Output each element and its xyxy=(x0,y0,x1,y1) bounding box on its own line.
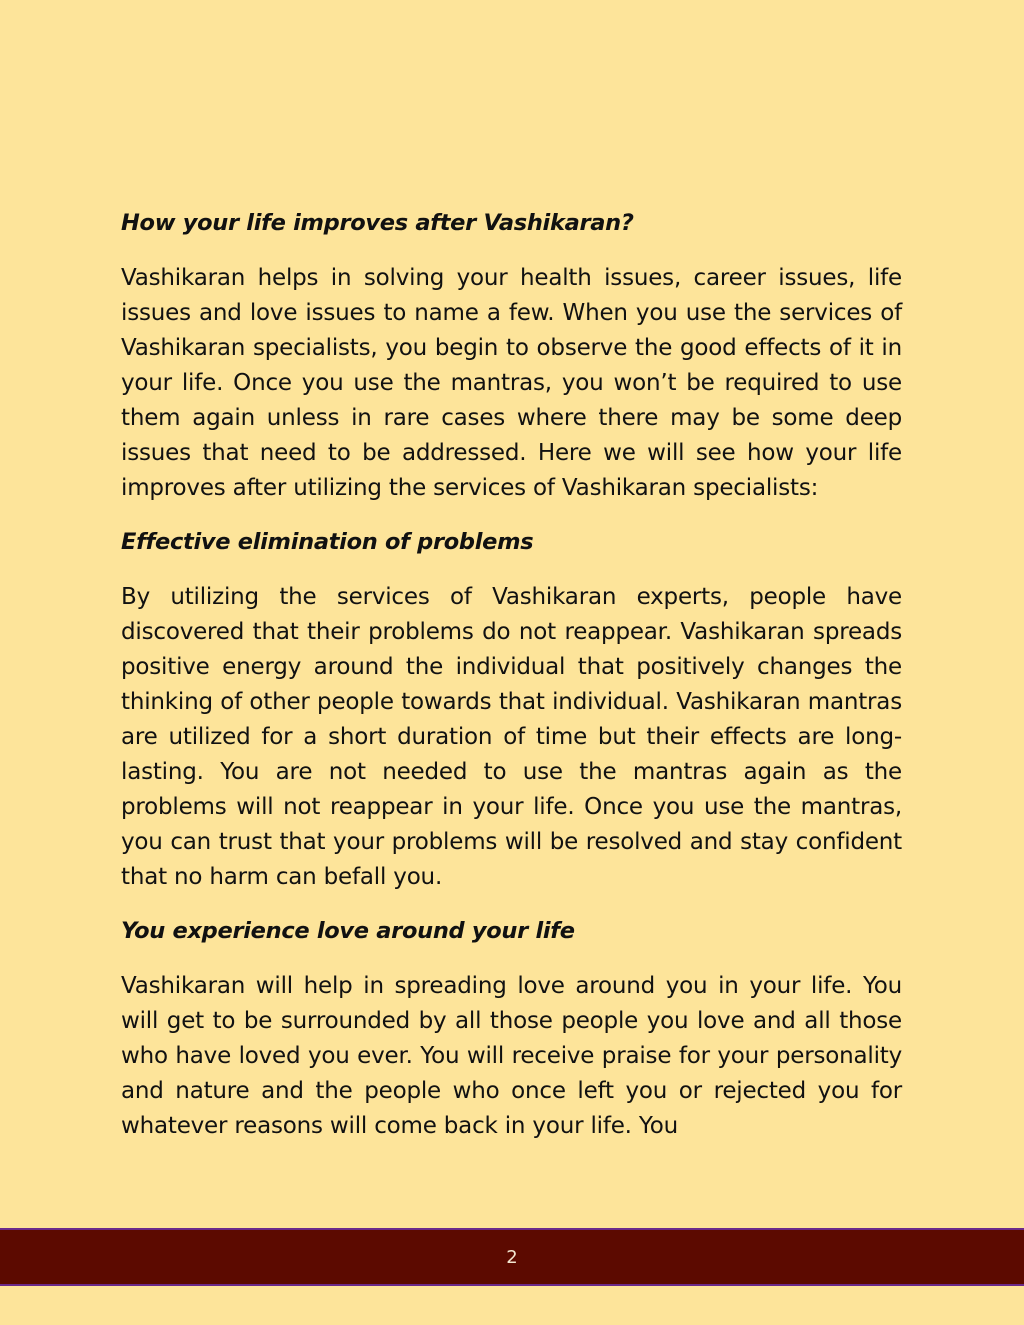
document-body xyxy=(121,206,902,1163)
page-footer xyxy=(0,1228,1024,1286)
section-paragraph-experience-love: Vashikaran will help in spreading love around you in your life. You will get to be surrounded by all those people you love and all those who have loved you ever. You will receive praise for your personality and nature and the people who once left you or rejected you for whatever reasons will come back in your life. You xyxy=(121,973,902,1139)
section-paragraph-life-improves: Vashikaran helps in solving your health issues, career issues, life issues and love issues to name a few. When you use the services of Vashikaran specialists, you begin to observe the good effects of it in your life. Once you use the mantras, you won’t be required to use them again unless in rare cases where there may be some deep issues that need to be addressed. Here we will see how your life improves after utilizing the services of Vashikaran specialists: xyxy=(121,265,902,501)
page-number: 2 xyxy=(506,1246,518,1268)
section-heading-experience-love: You experience love around your life xyxy=(121,918,575,944)
section-heading-elimination-of-problems: Effective elimination of problems xyxy=(121,529,534,555)
section-paragraph-elimination-of-problems: By utilizing the services of Vashikaran experts, people have discovered that their problems do not reappear. Vashikaran spreads positive energy around the individual that positively changes the thinking of other people towards that individual. Vashikaran mantras are utilized for a short duration of time but their effects are long-lasting. You are not needed to use the mantras again as the problems will not reappear in your life. Once you use the mantras, you can trust that your problems will be resolved and stay confident that no harm can befall you. xyxy=(121,584,902,890)
section-heading-life-improves: How your life improves after Vashikaran? xyxy=(121,210,634,236)
